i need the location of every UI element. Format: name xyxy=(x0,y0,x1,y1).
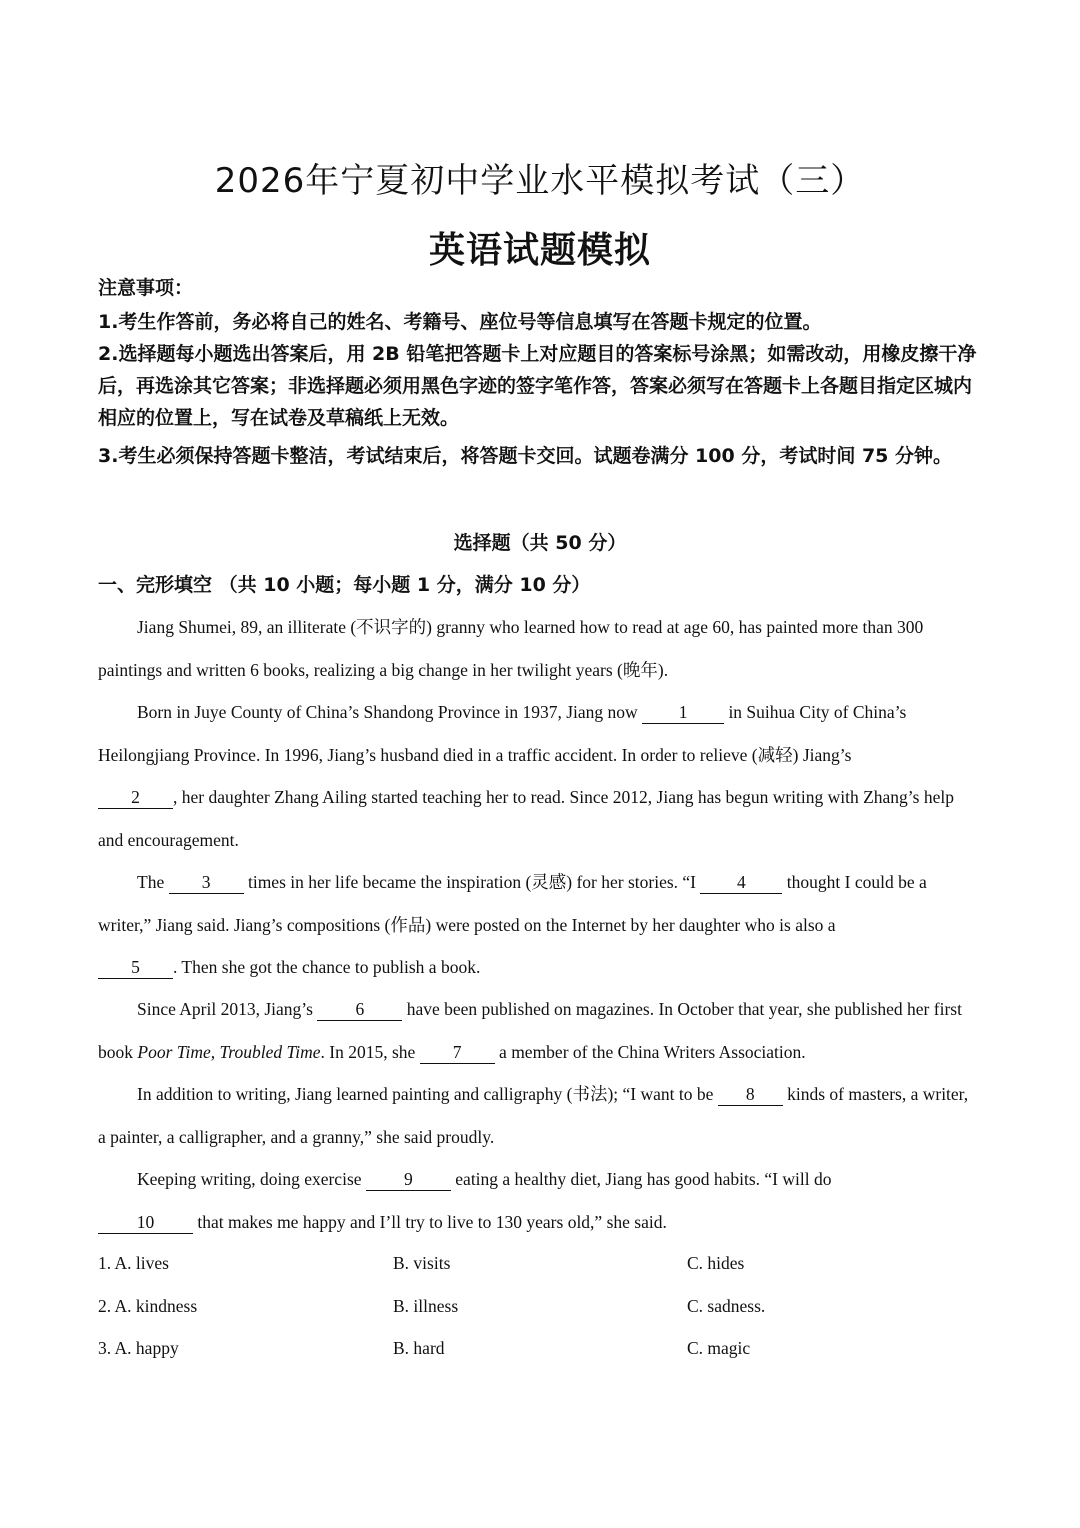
paragraph-4-text-c: . In 2015, she xyxy=(320,1041,416,1062)
paragraph-2-text-b: in Suihua City of China’s Heilongjiang Province. In 1996, Jiang’s husband died in a traffic accident. In order to relieve (减轻) Jiang’s xyxy=(98,702,907,765)
part-title: 选择题（共 50 分） xyxy=(453,532,627,554)
paragraph-5-text-a: In addition to writing, Jiang learned painting and calligraphy (书法); “I want to be xyxy=(137,1084,714,1104)
paragraph-1 xyxy=(98,606,978,691)
blank-9[interactable]: 9 xyxy=(366,1168,451,1191)
question-1-option-a[interactable]: 1. A. lives xyxy=(98,1253,169,1273)
notice-item-2: 2.选择题每小题选出答案后，用 2B 铅笔把答题卡上对应题目的答案标号涂黑；如需改动，用橡皮擦干净后，再选涂其它答案；非选择题必须用黑色字迹的签字笔作答，答案必须写在答题卡上各题目指定区城内相应的位置上，写在试卷及草稿纸上无效。 xyxy=(98,343,977,429)
book-title: Poor Time, Troubled Time xyxy=(137,1041,321,1062)
paragraph-2-text-a: Born in Juye County of China’s Shandong Province in 1937, Jiang now xyxy=(137,702,638,722)
paragraph-3-text-a: The xyxy=(137,872,165,892)
exam-title: 2026年宁夏初中学业水平模拟考试（三） xyxy=(214,161,866,201)
paragraph-5-text-b: kinds of masters, a writer, a painter, a calligrapher, and a granny,” she said proudly. xyxy=(98,1084,969,1147)
notice-heading: 注意事项： xyxy=(98,277,194,299)
blank-3[interactable]: 3 xyxy=(169,871,244,894)
paragraph-4 xyxy=(98,988,978,1073)
blank-6[interactable]: 6 xyxy=(317,998,402,1021)
blank-10[interactable]: 10 xyxy=(98,1211,193,1234)
blank-8[interactable]: 8 xyxy=(718,1083,783,1106)
paragraph-3-text-b: times in her life became the inspiration (灵感) for her stories. “I xyxy=(247,872,697,892)
question-2-option-b[interactable]: B. illness xyxy=(393,1296,459,1316)
notice-item-3: 3.考生必须保持答题卡整洁，考试结束后，将答题卡交回。试题卷满分 100 分，考试时间 75 分钟。 xyxy=(98,445,953,467)
paragraph-4-text-d: a member of the China Writers Association. xyxy=(499,1041,806,1062)
paragraph-6-text-b: eating a healthy diet, Jiang has good habits. “I will do xyxy=(455,1169,832,1189)
section-title: 一、完形填空 （共 10 小题；每小题 1 分，满分 10 分） xyxy=(98,574,591,596)
paragraph-6 xyxy=(98,1158,978,1243)
question-1-option-b[interactable]: B. visits xyxy=(393,1253,451,1273)
paragraph-5 xyxy=(98,1073,978,1158)
blank-7[interactable]: 7 xyxy=(420,1041,495,1064)
question-3-option-a[interactable]: 3. A. happy xyxy=(98,1338,179,1358)
paragraph-3 xyxy=(98,861,978,989)
paragraph-6-text-a: Keeping writing, doing exercise xyxy=(137,1169,362,1189)
question-1-option-c[interactable]: C. hides xyxy=(687,1253,745,1273)
blank-2[interactable]: 2 xyxy=(98,786,173,809)
question-2-option-c[interactable]: C. sadness. xyxy=(687,1296,766,1316)
blank-1[interactable]: 1 xyxy=(642,701,724,724)
blank-5[interactable]: 5 xyxy=(98,956,173,979)
paragraph-6-text-c: that makes me happy and I’ll try to live to 130 years old,” she said. xyxy=(197,1211,667,1232)
exam-subtitle: 英语试题模拟 xyxy=(428,230,651,271)
notice-item-1: 1.考生作答前，务必将自己的姓名、考籍号、座位号等信息填写在答题卡规定的位置。 xyxy=(98,311,822,333)
paragraph-3-text-d: . Then she got the chance to publish a book. xyxy=(173,957,481,978)
paragraph-1-text: Jiang Shumei, 89, an illiterate (不识字的) granny who learned how to read at age 60, has painted more than 300 paintings and written 6 books, realizing a big change in her twilight years (晚年). xyxy=(98,617,924,680)
paragraph-2-text-c: , her daughter Zhang Ailing started teaching her to read. Since 2012, Jiang has begun writing with Zhang’s help and encouragement. xyxy=(98,787,954,850)
paragraph-4-text-b: have been published on magazines. In October that year, she published her first book xyxy=(98,999,962,1062)
paragraph-2 xyxy=(98,691,978,861)
paragraph-3-text-c: thought I could be a writer,” Jiang said. Jiang’s compositions (作品) were posted on the Internet by her daughter who is also a xyxy=(98,872,927,935)
paragraph-4-text-a: Since April 2013, Jiang’s xyxy=(137,999,313,1019)
question-2-option-a[interactable]: 2. A. kindness xyxy=(98,1296,198,1316)
question-3-option-b[interactable]: B. hard xyxy=(393,1338,445,1358)
blank-4[interactable]: 4 xyxy=(700,871,782,894)
question-3-option-c[interactable]: C. magic xyxy=(687,1338,751,1358)
